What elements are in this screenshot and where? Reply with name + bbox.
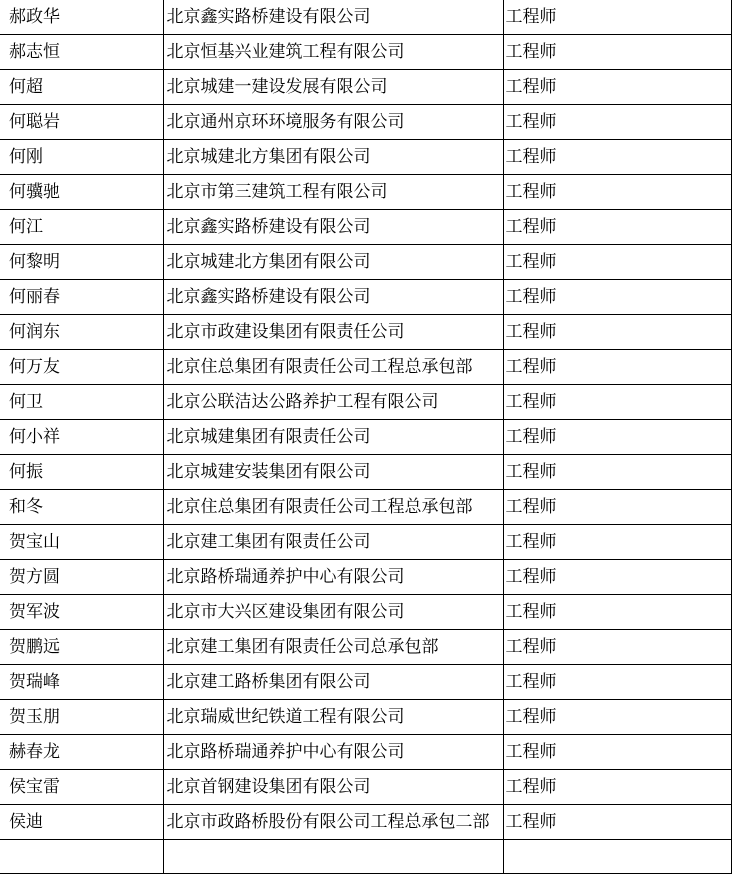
organization-cell: 北京建工集团有限责任公司	[163, 525, 503, 560]
person-name-cell: 贺方圆	[0, 560, 163, 595]
job-title-cell: 工程师	[503, 385, 731, 420]
person-name-cell: 贺军波	[0, 595, 163, 630]
organization-cell	[163, 840, 503, 874]
organization-cell: 北京通州京环环境服务有限公司	[163, 105, 503, 140]
job-title-cell: 工程师	[503, 770, 731, 805]
person-name-cell: 何振	[0, 455, 163, 490]
organization-cell: 北京市政路桥股份有限公司工程总承包二部	[163, 805, 503, 840]
organization-cell: 北京住总集团有限责任公司工程总承包部	[163, 350, 503, 385]
job-title-cell	[503, 840, 731, 874]
organization-cell: 北京鑫实路桥建设有限公司	[163, 280, 503, 315]
table-row	[0, 385, 731, 420]
job-title-cell: 工程师	[503, 805, 731, 840]
job-title-cell: 工程师	[503, 105, 731, 140]
job-title-cell: 工程师	[503, 35, 731, 70]
table-row	[0, 350, 731, 385]
person-name-cell: 何卫	[0, 385, 163, 420]
table-row	[0, 420, 731, 455]
person-name-cell: 贺玉朋	[0, 700, 163, 735]
person-name-cell: 贺宝山	[0, 525, 163, 560]
person-name-cell: 何丽春	[0, 280, 163, 315]
organization-cell: 北京鑫实路桥建设有限公司	[163, 210, 503, 245]
table-row	[0, 840, 731, 874]
organization-cell: 北京首钢建设集团有限公司	[163, 770, 503, 805]
organization-cell: 北京城建一建设发展有限公司	[163, 70, 503, 105]
job-title-cell: 工程师	[503, 280, 731, 315]
job-title-cell: 工程师	[503, 140, 731, 175]
organization-cell: 北京城建北方集团有限公司	[163, 245, 503, 280]
job-title-cell: 工程师	[503, 315, 731, 350]
job-title-cell: 工程师	[503, 560, 731, 595]
table-row	[0, 105, 731, 140]
organization-cell: 北京建工集团有限责任公司总承包部	[163, 630, 503, 665]
table-row	[0, 175, 731, 210]
person-name-cell: 何江	[0, 210, 163, 245]
person-name-cell: 郝政华	[0, 0, 163, 35]
person-name-cell: 何超	[0, 70, 163, 105]
table-row	[0, 665, 731, 700]
organization-cell: 北京恒基兴业建筑工程有限公司	[163, 35, 503, 70]
person-name-cell: 何小祥	[0, 420, 163, 455]
table-row	[0, 140, 731, 175]
organization-cell: 北京住总集团有限责任公司工程总承包部	[163, 490, 503, 525]
table-row	[0, 245, 731, 280]
job-title-cell: 工程师	[503, 490, 731, 525]
table-row	[0, 630, 731, 665]
person-name-cell: 贺瑞峰	[0, 665, 163, 700]
organization-cell: 北京市政建设集团有限责任公司	[163, 315, 503, 350]
table-row	[0, 35, 731, 70]
table-row	[0, 0, 731, 35]
person-name-cell: 侯宝雷	[0, 770, 163, 805]
table-row	[0, 280, 731, 315]
person-name-cell: 贺鹏远	[0, 630, 163, 665]
job-title-cell: 工程师	[503, 525, 731, 560]
job-title-cell: 工程师	[503, 175, 731, 210]
person-name-cell: 和冬	[0, 490, 163, 525]
organization-cell: 北京市大兴区建设集团有限公司	[163, 595, 503, 630]
job-title-cell: 工程师	[503, 420, 731, 455]
organization-cell: 北京路桥瑞通养护中心有限公司	[163, 735, 503, 770]
table-row	[0, 560, 731, 595]
job-title-cell: 工程师	[503, 630, 731, 665]
person-name-cell: 何刚	[0, 140, 163, 175]
person-name-cell: 赫春龙	[0, 735, 163, 770]
organization-cell: 北京城建集团有限责任公司	[163, 420, 503, 455]
person-name-cell	[0, 840, 163, 874]
job-title-cell: 工程师	[503, 0, 731, 35]
job-title-cell: 工程师	[503, 245, 731, 280]
person-name-cell: 郝志恒	[0, 35, 163, 70]
organization-cell: 北京建工路桥集团有限公司	[163, 665, 503, 700]
job-title-cell: 工程师	[503, 700, 731, 735]
job-title-cell: 工程师	[503, 70, 731, 105]
table-row	[0, 770, 731, 805]
table-row	[0, 525, 731, 560]
job-title-cell: 工程师	[503, 210, 731, 245]
organization-cell: 北京城建安装集团有限公司	[163, 455, 503, 490]
organization-cell: 北京鑫实路桥建设有限公司	[163, 0, 503, 35]
job-title-cell: 工程师	[503, 595, 731, 630]
organization-cell: 北京瑞威世纪铁道工程有限公司	[163, 700, 503, 735]
organization-cell: 北京市第三建筑工程有限公司	[163, 175, 503, 210]
person-name-cell: 何聪岩	[0, 105, 163, 140]
person-name-cell: 何润东	[0, 315, 163, 350]
table-row	[0, 490, 731, 525]
job-title-cell: 工程师	[503, 665, 731, 700]
job-title-cell: 工程师	[503, 455, 731, 490]
job-title-cell: 工程师	[503, 350, 731, 385]
table-row	[0, 700, 731, 735]
table-row	[0, 735, 731, 770]
person-name-cell: 何万友	[0, 350, 163, 385]
table-row	[0, 210, 731, 245]
organization-cell: 北京路桥瑞通养护中心有限公司	[163, 560, 503, 595]
organization-cell: 北京城建北方集团有限公司	[163, 140, 503, 175]
table-row	[0, 70, 731, 105]
table-row	[0, 455, 731, 490]
organization-cell: 北京公联洁达公路养护工程有限公司	[163, 385, 503, 420]
table-row	[0, 595, 731, 630]
person-name-cell: 何黎明	[0, 245, 163, 280]
job-title-cell: 工程师	[503, 735, 731, 770]
table-row	[0, 315, 731, 350]
person-name-cell: 何骥驰	[0, 175, 163, 210]
person-name-cell: 侯迪	[0, 805, 163, 840]
table-row	[0, 805, 731, 840]
